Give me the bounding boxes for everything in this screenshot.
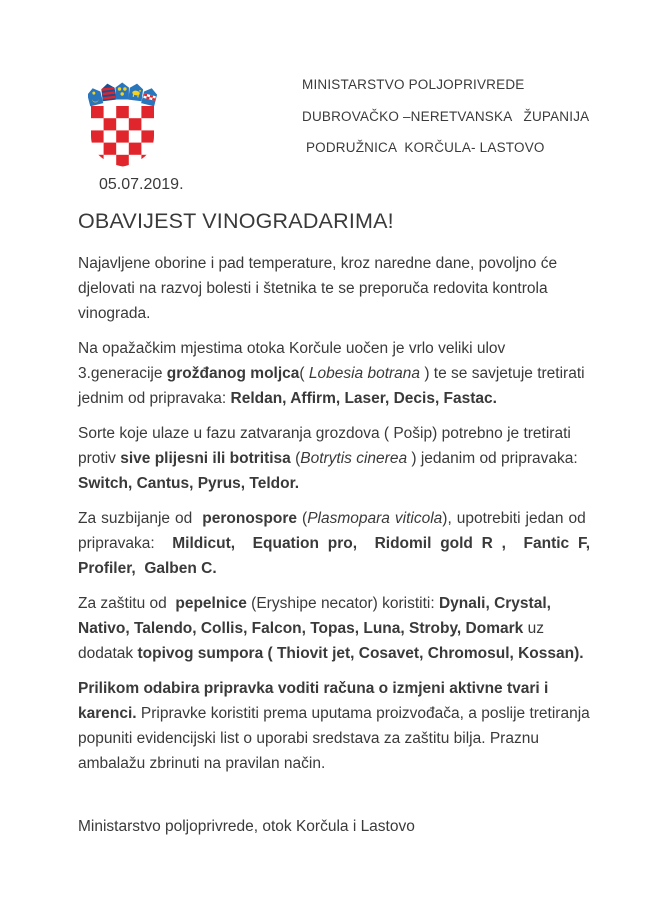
document-date: 05.07.2019. (99, 176, 184, 193)
paragraph-1: Najavljene oborine i pad temperature, kroz naredne dane, povoljno će djelovati na razvoj bolesti i štetnika te se preporuča redovita kontrola vinograda. (78, 255, 558, 322)
paragraph-3: Sorte koje ulaze u fazu zatvaranja grozdova ( Pošip) potrebno je tretirati protiv sive plijesni ili botritisa (Botrytis cinerea ) jedanim od pripravaka: Switch, Cantus, Pyrus, Teldor. (78, 425, 578, 492)
paragraph-6: Prilikom odabira pripravka voditi računa o izmjeni aktivne tvari i karenci. Pripravke koristiti prema uputama proizvođača, a poslije tretiranja popuniti evidencijski list o uporabi sredstava za zaštitu bilja. Praznu ambalažu zbrinuti na pravilan način. (78, 680, 590, 772)
croatia-coat-of-arms-svg (88, 79, 157, 169)
notice-content (78, 209, 590, 786)
paragraph-5: Za zaštitu od pepelnice (Eryshipe necator) koristiti: Dynali, Crystal, Nativo, Talendo, Collis, Falcon, Topas, Luna, Stroby, Domark uz dodatak topivog sumpora ( Thiovit jet, Cosavet, Chromosul, Kossan). (78, 595, 584, 662)
page-title: OBAVIJEST VINOGRADARIMA! (78, 209, 394, 233)
header-line-branch: PODRUŽNICA KORČULA- LASTOVO (302, 140, 545, 155)
header-line-ministry: MINISTARSTVO POLJOPRIVREDE (302, 77, 525, 92)
coat-checkerboard (91, 106, 154, 167)
croatia-coat-of-arms-icon (88, 79, 157, 169)
document-header (302, 76, 589, 171)
header-line-county: DUBROVAČKO –NERETVANSKA ŽUPANIJA (302, 108, 590, 124)
document-footer: Ministarstvo poljoprivrede, otok Korčula i Lastovo (78, 818, 415, 835)
paragraph-2: Na opažačkim mjestima otoka Korčule uočen je vrlo veliki ulov 3.generacije grožđanog moljca( Lobesia botrana ) te se savjetuje tretirati jednim od pripravaka: Reldan, Affirm, Laser, Decis, Fastac. (78, 340, 585, 407)
paragraph-4: Za suzbijanje od peronospore (Plasmopara viticola), upotrebiti jedan od pripravaka: Mildicut, Equation pro, Ridomil gold R , Fantic F, Profiler, Galben C. (78, 510, 591, 577)
coat-crown-shields (88, 83, 157, 107)
notice-body (78, 251, 590, 776)
